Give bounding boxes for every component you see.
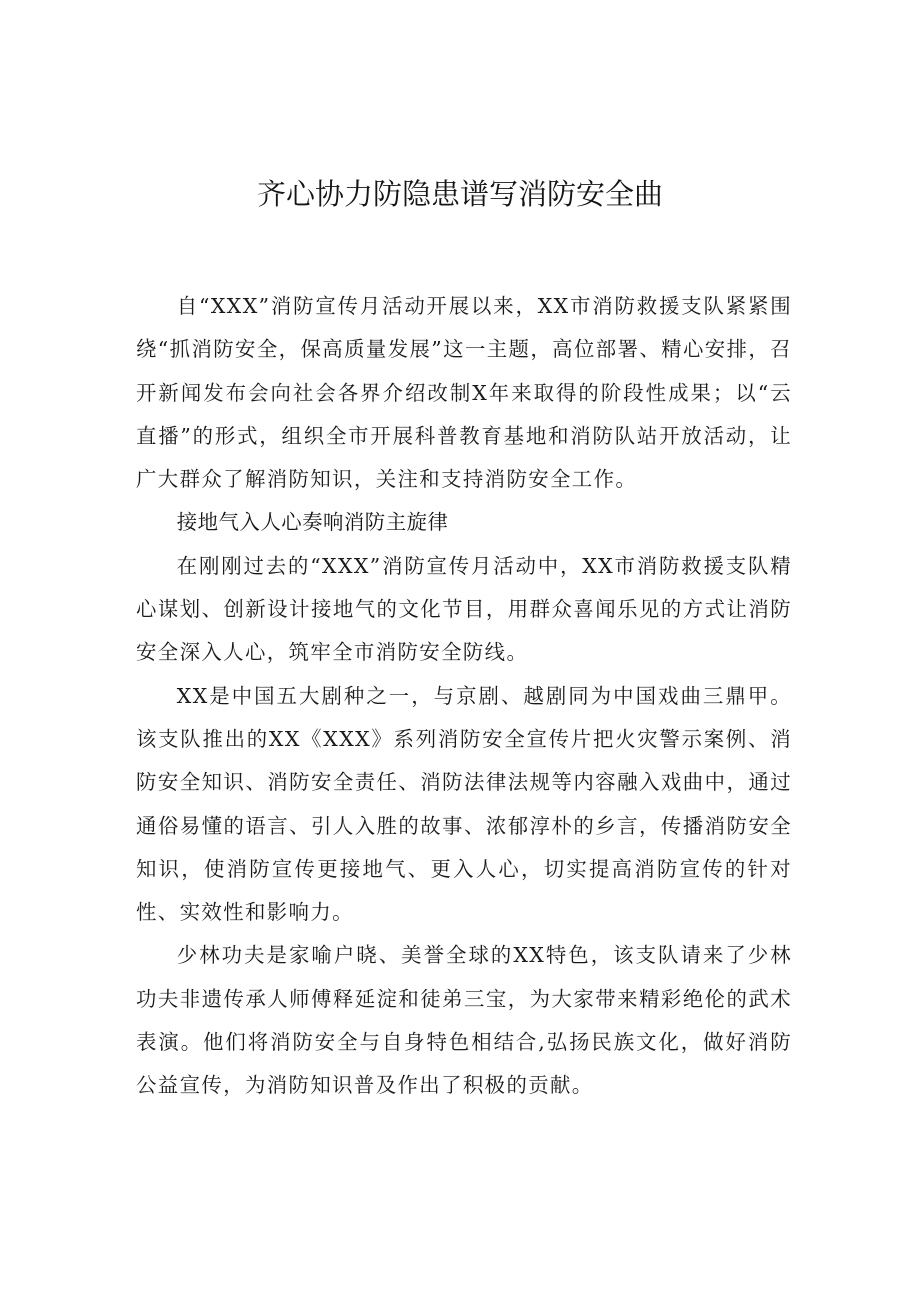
section-heading: 接地气入人心奏响消防主旋律: [176, 510, 449, 535]
intro-paragraph: 自“XXX”消防宣传月活动开展以来，XX市消防救援支队紧紧围绕“抓消防安全，保高质量发展”这一主题，高位部署、精心安排，召开新闻发布会向社会各界介绍改制X年来取得的阶段性成果；以“云直播”的形式，组织全市开展科普教育基地和消防队站开放活动，让广大群众了解消防知识，关注和支持消防安全工作。: [136, 294, 792, 492]
document-body: [136, 285, 792, 1108]
document-title: 齐心协力防隐患谱写消防安全曲: [256, 177, 663, 211]
section-paragraph-3: 少林功夫是家喻户晓、美誉全球的XX特色，该支队请来了少林功夫非遗传承人师傅释延淀和徒弟三宝，为大家带来精彩绝伦的武术表演。他们将消防安全与自身特色相结合,弘扬民族文化，做好消防公益宣传，为消防知识普及作出了积极的贡献。: [136, 943, 792, 1098]
section-paragraph-1: 在刚刚过去的“XXX”消防宣传月活动中，XX市消防救援支队精心谋划、创新设计接地气的文化节目，用群众喜闻乐见的方式让消防安全深入人心，筑牢全市消防安全防线。: [136, 553, 792, 665]
section-paragraph-2: XX是中国五大剧种之一，与京剧、越剧同为中国戏曲三鼎甲。该支队推出的XX《XXX》系列消防安全宣传片把火灾警示案例、消防安全知识、消防安全责任、消防法律法规等内容融入戏曲中，通过通俗易懂的语言、引人入胜的故事、浓郁淳朴的乡言，传播消防安全知识，使消防宣传更接地气、更入人心，切实提高消防宣传的针对性、实效性和影响力。: [136, 683, 792, 925]
